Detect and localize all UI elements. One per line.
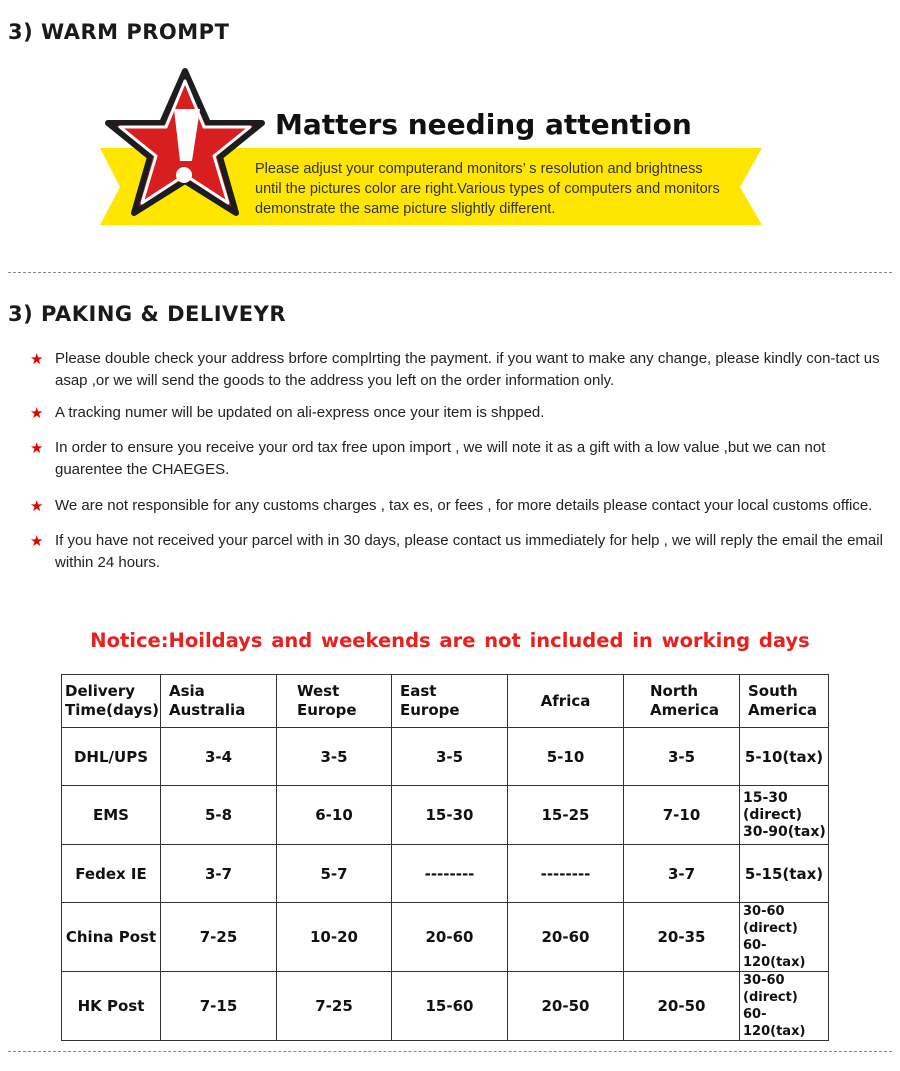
column-header [62,675,161,728]
table-cell: 7-25 [277,972,392,1041]
list-item [30,495,895,517]
table-cell: 3-5 [277,728,392,786]
table-cell: 20-60 [392,903,508,972]
bullet-text: In order to ensure you receive your ord tax free upon import , we will note it as a gift with a low value ,but we can not guarentee the CHAEGES. [55,439,826,478]
table-cell: 15-60 [392,972,508,1041]
table-cell: 3-4 [161,728,277,786]
red-star-icon: ★ [30,533,44,550]
table-cell: 6-10 [277,786,392,845]
red-star-icon: ★ [30,440,44,457]
cell-line: (direct) [743,806,803,823]
table-cell: 7-15 [161,972,277,1041]
header-line: West [297,682,340,700]
table-cell: 3-5 [392,728,508,786]
red-star-icon: ★ [30,405,44,422]
table-cell [740,903,829,972]
bullet-text: A tracking numer will be updated on ali-express once your item is shpped. [55,404,545,421]
table-cell: 3-5 [624,728,740,786]
column-header [277,675,392,728]
header-line: North [650,682,699,700]
table-cell: 3-7 [624,845,740,903]
table-row [62,728,829,786]
cell-line: 60-120(tax) [743,1007,806,1039]
table-row [62,786,829,845]
cell-line: (direct) [743,990,798,1005]
table-cell: 20-60 [508,903,624,972]
table-cell: 7-10 [624,786,740,845]
cell-line: 30-60 [743,904,785,919]
bullet-text: We are not responsible for any customs charges , tax es, or fees , for more details please contact your local customs office. [55,497,873,514]
carrier-cell: DHL/UPS [62,728,161,786]
header-line: Europe [297,701,357,719]
banner-line: until the pictures color are right.Various types of computers and monitors [255,181,720,197]
table-row [62,972,829,1041]
column-header [624,675,740,728]
table-cell: 20-50 [508,972,624,1041]
table-cell: 3-7 [161,845,277,903]
cell-line: 60-120(tax) [743,938,806,970]
carrier-cell: Fedex IE [62,845,161,903]
table-cell: -------- [508,845,624,903]
bullet-text: Please double check your address brfore complrting the payment. if you want to make any change, please kindly con-tact us asap ,or we will send the goods to the address you left on the order information only. [55,350,880,389]
table-cell: 5-10(tax) [740,728,829,786]
notice-list [30,348,895,574]
table-cell: 7-25 [161,903,277,972]
banner-line: Please adjust your computerand monitors’ s resolution and brightness [255,161,703,177]
header-line: Africa [540,691,591,710]
header-line: South [748,682,798,700]
column-header [392,675,508,728]
table-cell [740,786,829,845]
carrier-cell: China Post [62,903,161,972]
bullet-text: If you have not received your parcel with in 30 days, please contact us immediately for help , we will reply the email the email within 24 hours. [55,532,883,571]
table-cell: 15-25 [508,786,624,845]
header-line: Time(days) [65,701,159,719]
table-cell: 5-10 [508,728,624,786]
banner-line: demonstrate the same picture slightly different. [255,201,556,217]
banner-text [255,159,755,219]
table-cell: 5-15(tax) [740,845,829,903]
table-cell: 15-30 [392,786,508,845]
list-item [30,348,895,392]
column-header [740,675,829,728]
table-header-row [62,675,829,728]
table-cell: -------- [392,845,508,903]
divider [8,272,892,273]
list-item [30,402,895,424]
attention-banner [90,65,770,235]
header-line: Europe [400,701,460,719]
cell-line: 30-90(tax) [743,823,826,840]
table-cell: 10-20 [277,903,392,972]
list-item [30,530,895,574]
holiday-notice: Notice:Hoildays and weekends are not included in working days [90,629,810,652]
carrier-cell: EMS [62,786,161,845]
cell-line: 15-30 [743,789,788,806]
table-cell: 20-50 [624,972,740,1041]
red-star-icon: ★ [30,351,44,368]
table-cell [740,972,829,1041]
header-line: America [748,701,817,719]
exclamation-star-icon [90,65,270,225]
column-header [508,675,624,728]
list-item [30,437,895,481]
column-header [161,675,277,728]
cell-line: 30-60 [743,973,785,988]
cell-line: (direct) [743,921,798,936]
warm-prompt-title: 3) WARM PROMPT [8,20,230,44]
red-star-icon: ★ [30,498,44,515]
header-line: Australia [169,701,246,719]
header-line: Asia [169,682,205,700]
packing-title: 3) PAKING & DELIVEYR [8,302,287,326]
table-row [62,845,829,903]
banner-title: Matters needing attention [275,108,692,141]
header-line: Delivery [65,682,136,700]
table-cell: 5-7 [277,845,392,903]
table-cell: 20-35 [624,903,740,972]
table-cell: 5-8 [161,786,277,845]
divider [8,1051,892,1052]
table-row [62,903,829,972]
header-line: America [650,701,719,719]
delivery-time-table [61,674,829,1041]
carrier-cell: HK Post [62,972,161,1041]
header-line: East [400,682,437,700]
